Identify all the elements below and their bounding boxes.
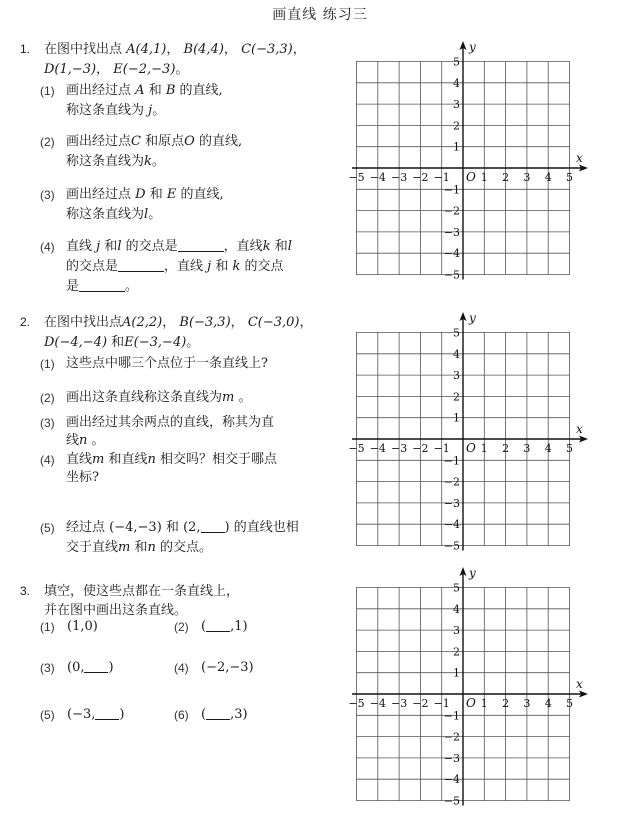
text: 和 (215, 259, 229, 274)
p3-item2 (201, 617, 248, 636)
x-tick-label: −2 (412, 171, 429, 184)
text: 和原点 (145, 134, 185, 149)
answer-blank[interactable] (206, 706, 230, 720)
x-tick-label: 2 (502, 442, 510, 455)
text: ( (201, 619, 207, 634)
x-tick-label: −1 (433, 442, 450, 455)
x-tick-label: −5 (348, 442, 365, 455)
y-tick-label: 3 (453, 98, 460, 112)
text: 的交点。 (160, 540, 213, 555)
y-tick-label: −2 (443, 730, 460, 744)
problem-1-number: 1. (20, 42, 31, 56)
line-m: m (222, 390, 235, 405)
sep: ， (292, 42, 306, 57)
p3-item3-label: (3) (40, 661, 55, 675)
text: 的直线, (180, 187, 224, 202)
problem-2-intro-line2 (44, 333, 199, 352)
x-tick-label: −3 (390, 697, 408, 710)
point-c: C(−3,3) (241, 42, 293, 57)
text: 的交点 (244, 259, 284, 274)
text: 称这条直线为 (66, 103, 145, 118)
p2-part2-text (66, 388, 252, 407)
sep: ， (162, 315, 176, 330)
text: 直线 (66, 452, 93, 467)
x-tick-label: 5 (566, 171, 573, 184)
text: 称这条直线为 (66, 154, 145, 169)
y-tick-label: 5 (453, 326, 460, 340)
text: 和 (149, 187, 163, 202)
x-tick-label: −1 (433, 171, 450, 184)
p3-item4-label: (4) (174, 661, 189, 675)
text: 。 (152, 103, 166, 118)
p2-part4-line2: 坐标? (66, 470, 99, 485)
point-e: E(−2,−3) (113, 62, 176, 77)
p3-item6-label: (6) (174, 708, 189, 722)
sep: ， (223, 42, 237, 57)
p1-part2-label: (2) (40, 135, 55, 149)
y-tick-label: 4 (453, 76, 460, 90)
point-d: D(−4,−4) (44, 335, 108, 350)
line-m: m (118, 540, 131, 555)
y-tick-label: 1 (453, 411, 460, 425)
text: 和 (274, 239, 288, 254)
text: ，直线 (223, 239, 263, 254)
text: 。 (151, 154, 165, 169)
origin-label: O (466, 441, 476, 455)
line-n: n (79, 433, 88, 448)
p2-part5-line1 (66, 518, 299, 537)
y-tick-label: −4 (443, 773, 460, 787)
point: B (165, 83, 176, 98)
x-tick-label: −2 (412, 697, 429, 710)
line-m: m (92, 452, 105, 467)
x-tick-label: −2 (412, 442, 429, 455)
text: ) (119, 707, 125, 722)
line-l: l (117, 239, 122, 254)
p1-part1-line1 (66, 81, 223, 100)
point-e: E(−3,−4) (124, 335, 187, 350)
x-tick-label: −5 (348, 697, 365, 710)
p2-part3-line1: 画出经过其余两点的直线，称其为直 (66, 415, 275, 430)
line-j: j (207, 259, 212, 274)
p1-part2-line2 (66, 152, 165, 171)
y-tick-label: 1 (453, 666, 460, 680)
p2-part5-label: (5) (40, 521, 55, 535)
text: 经过点 (66, 520, 106, 535)
text: 画出经过点 (66, 187, 132, 202)
x-tick-label: 5 (566, 442, 573, 455)
text: (0, (67, 660, 85, 675)
text: ,1) (230, 619, 248, 634)
text: 画出经过点 (66, 83, 132, 98)
p1-part3-line2 (66, 205, 161, 224)
text: ) (108, 660, 114, 675)
answer-blank[interactable] (201, 519, 225, 533)
text: 是 (66, 279, 80, 294)
coordinate-grid-2[interactable] (346, 308, 596, 560)
y-tick-label: −4 (443, 247, 460, 261)
p3-item1-label: (1) (40, 620, 55, 634)
y-tick-label: −1 (443, 183, 460, 197)
p2-part5-line2 (66, 538, 212, 557)
p3-item4 (201, 658, 254, 677)
text: 线 (66, 433, 80, 448)
x-tick-label: 1 (480, 171, 488, 184)
answer-blank[interactable] (118, 258, 164, 272)
text: ) (224, 520, 230, 535)
y-axis-label: y (469, 311, 476, 325)
text: 。 (125, 279, 139, 294)
point-a: A(2,2) (122, 315, 163, 330)
point: D (135, 187, 146, 202)
line-k: k (262, 239, 271, 254)
end: 。 (186, 335, 200, 350)
text: ( (201, 707, 207, 722)
x-tick-label: −4 (369, 442, 386, 455)
answer-blank[interactable] (84, 659, 108, 673)
point: A (135, 83, 145, 98)
text: 的交点是 (125, 239, 178, 254)
p2-part2-label: (2) (40, 391, 55, 405)
text: (−3, (67, 707, 96, 722)
y-tick-label: 3 (453, 624, 460, 638)
x-tick-label: 4 (544, 697, 552, 710)
problem-1-intro-line2 (44, 60, 188, 79)
x-tick-label: 1 (480, 442, 488, 455)
x-tick-label: −3 (390, 171, 408, 184)
y-tick-label: −2 (443, 475, 460, 489)
p3-item6 (201, 705, 248, 724)
x-tick-label: 4 (544, 171, 552, 184)
p1-part1-label: (1) (40, 84, 55, 98)
text: 的直线, (198, 134, 243, 149)
y-tick-label: −3 (443, 225, 460, 239)
line-l: l (287, 239, 292, 254)
text: 的直线, (179, 83, 223, 98)
y-tick-label: 2 (453, 645, 460, 659)
text: 和 (134, 540, 148, 555)
y-tick-label: 5 (453, 581, 460, 595)
text: 和 (148, 83, 162, 98)
y-tick-label: −1 (443, 709, 460, 723)
line-name: l (144, 207, 149, 222)
text: 和 (104, 239, 118, 254)
x-tick-label: −4 (369, 697, 386, 710)
y-axis-label: y (469, 566, 476, 580)
y-tick-label: −1 (443, 454, 460, 468)
text: 相交吗？相交于哪点 (160, 452, 278, 467)
p1-part4-line3 (66, 277, 138, 296)
y-tick-label: 2 (453, 119, 460, 133)
text: ，直线 (164, 259, 204, 274)
text: 和直线 (108, 452, 148, 467)
p2-part3-label: (3) (40, 416, 55, 430)
point-d: D(1,−3) (44, 62, 97, 77)
y-axis-label: y (469, 40, 476, 54)
x-tick-label: 5 (566, 697, 573, 710)
point-b: B(−3,3) (179, 315, 231, 330)
x-tick-label: −3 (390, 442, 408, 455)
p1-part4-line2 (66, 257, 284, 276)
problem-3-number: 3. (20, 584, 31, 598)
sep: ， (166, 42, 180, 57)
point: (−4,−3) (109, 520, 162, 535)
page-title: 画直线 练习三 (272, 7, 368, 23)
text: 。 (148, 207, 162, 222)
text: 交于直线 (66, 540, 119, 555)
text: (−2,−3) (201, 660, 254, 675)
y-tick-label: 5 (453, 55, 460, 69)
text: 直线 (66, 239, 93, 254)
x-tick-label: −4 (369, 171, 386, 184)
p3-item5 (67, 705, 124, 724)
y-tick-label: −5 (443, 794, 460, 808)
text: 称这条直线为 (66, 207, 145, 222)
point: C (131, 134, 141, 149)
p1-part2-line1 (66, 132, 242, 151)
text: 和 (165, 520, 179, 535)
point-b: B(4,4) (183, 42, 224, 57)
problem-2-intro-line1 (44, 313, 313, 332)
text: 。 (91, 433, 105, 448)
sep: ， (96, 62, 110, 77)
text: 画出这条直线称这条直线为 (66, 390, 223, 405)
y-tick-label: 4 (453, 347, 460, 361)
y-tick-label: 1 (453, 140, 460, 154)
x-tick-label: 3 (523, 442, 531, 455)
point-a: A(4,1) (126, 42, 167, 57)
p2-part4-line1 (66, 450, 277, 469)
intro-text: 在图中找出点 (44, 315, 123, 330)
x-axis-label: x (576, 677, 583, 691)
p3-item1 (67, 617, 98, 636)
x-tick-label: −1 (433, 697, 450, 710)
point-c: C(−3,0) (247, 315, 300, 330)
x-tick-label: 4 (544, 442, 552, 455)
p3-item3 (67, 658, 114, 677)
line-name: k (144, 154, 152, 169)
problem-1-intro-line1 (44, 40, 306, 59)
problem-3-line1: 填空，使这些点都在一条直线上， (44, 584, 240, 599)
y-tick-label: 4 (453, 602, 460, 616)
y-tick-label: −5 (443, 268, 460, 282)
x-axis-label: x (576, 151, 583, 165)
text: 和 (111, 335, 125, 350)
x-tick-label: 3 (523, 697, 531, 710)
p2-part4-label: (4) (40, 453, 55, 467)
line-k: k (232, 259, 241, 274)
answer-blank[interactable] (79, 278, 125, 292)
p2-part1-text: 这些点中哪三个点位于一条直线上? (66, 356, 268, 371)
answer-blank[interactable] (206, 618, 230, 632)
sep: ， (230, 315, 244, 330)
p2-part1-label: (1) (40, 357, 55, 371)
y-tick-label: −4 (443, 518, 460, 532)
line-name: j (148, 103, 153, 118)
answer-blank[interactable] (178, 238, 224, 252)
p1-part1-line2 (66, 101, 165, 120)
text: 。 (238, 390, 252, 405)
line-n: n (147, 540, 156, 555)
p1-part3-line1 (66, 185, 224, 204)
y-tick-label: 3 (453, 369, 460, 383)
p1-part4-line1 (66, 237, 292, 256)
p1-part3-label: (3) (40, 188, 55, 202)
x-tick-label: 1 (480, 697, 488, 710)
p2-part3-line2 (66, 431, 105, 450)
coordinate-grid-1[interactable] (346, 37, 596, 289)
answer-blank[interactable] (95, 706, 119, 720)
origin-label: O (466, 170, 476, 184)
text: 的直线也相 (233, 520, 299, 535)
y-tick-label: −2 (443, 204, 460, 218)
point: E (166, 187, 177, 202)
y-tick-label: −5 (443, 539, 460, 553)
text: 的交点是 (66, 259, 119, 274)
text: ,3) (230, 707, 248, 722)
text: 画出经过点 (66, 134, 132, 149)
end: 。 (175, 62, 189, 77)
y-tick-label: −3 (443, 751, 460, 765)
x-tick-label: 2 (502, 697, 510, 710)
x-axis-label: x (576, 422, 583, 436)
problem-2-number: 2. (20, 315, 31, 329)
line-n: n (147, 452, 156, 467)
point: O (184, 134, 195, 149)
problem-3-line2: 并在图中画出这条直线。 (44, 603, 188, 618)
origin-label: O (466, 696, 476, 710)
text: (2, (183, 520, 201, 535)
coordinate-grid-3[interactable] (346, 563, 596, 815)
p3-item2-label: (2) (174, 620, 189, 634)
p1-part4-label: (4) (40, 240, 55, 254)
sep: ， (299, 315, 313, 330)
text: (1,0) (67, 619, 98, 634)
x-tick-label: 3 (523, 171, 531, 184)
p3-item5-label: (5) (40, 708, 55, 722)
x-tick-label: 2 (502, 171, 510, 184)
x-tick-label: −5 (348, 171, 365, 184)
intro-text: 在图中找出点 (44, 42, 123, 57)
y-tick-label: 2 (453, 390, 460, 404)
y-tick-label: −3 (443, 496, 460, 510)
line-j: j (96, 239, 101, 254)
